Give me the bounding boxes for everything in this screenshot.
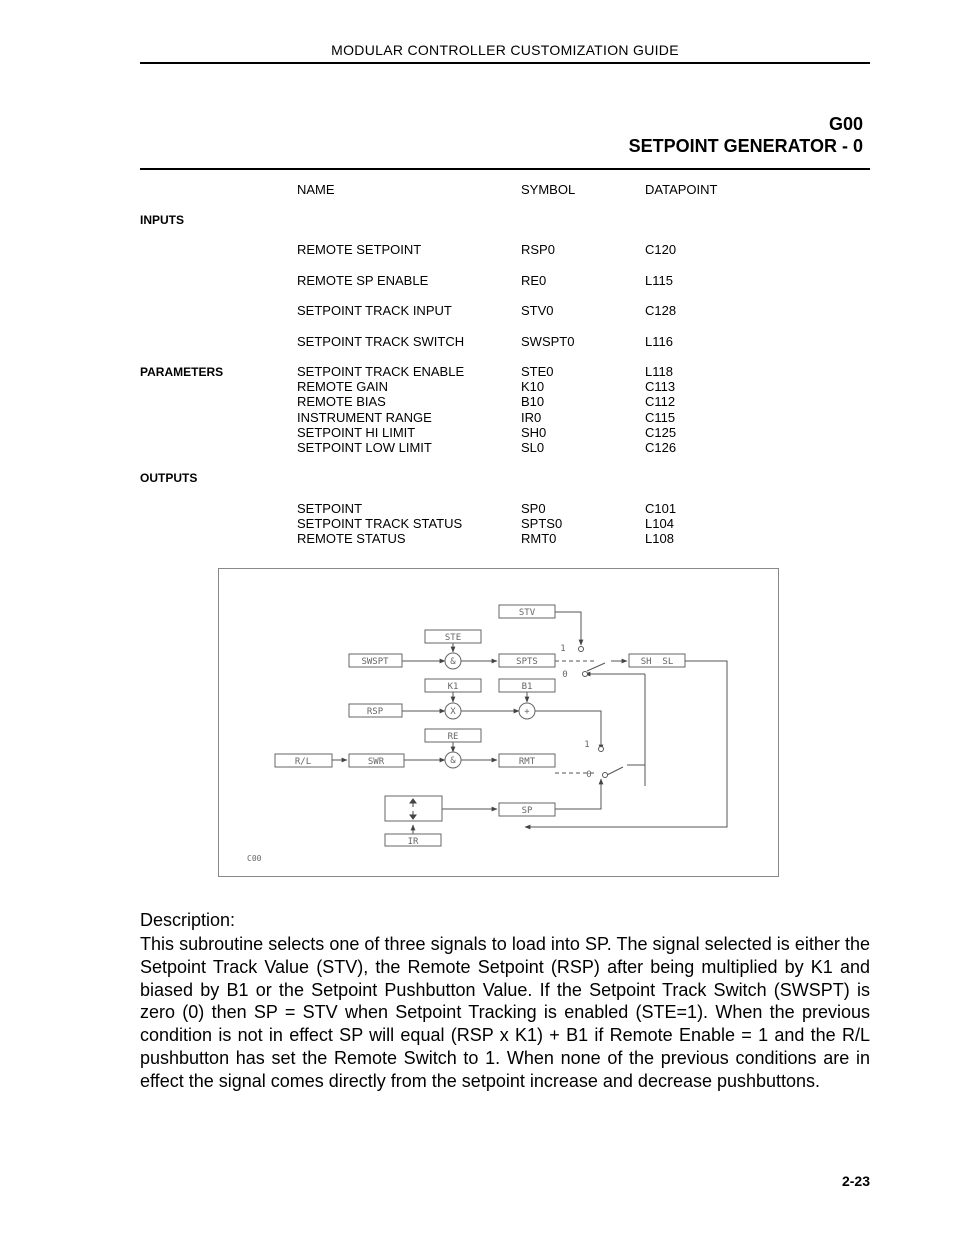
table-cell-name: INSTRUMENT RANGE — [297, 410, 432, 425]
table-cell-name: REMOTE BIAS — [297, 394, 386, 409]
label-b1: B1 — [521, 682, 533, 692]
table-cell-symbol: B10 — [521, 394, 545, 409]
section-label-parameters: PARAMETERS — [140, 365, 224, 379]
label-rmt: RMT — [518, 757, 536, 767]
label-op-and-2: & — [450, 756, 456, 766]
table-cell-symbol: IR0 — [521, 410, 542, 425]
switch2-label-1: 1 — [584, 740, 590, 750]
table-cell-datapoint: C120 — [645, 242, 677, 257]
table-cell-symbol: RMT0 — [521, 531, 557, 546]
switch-arm-2 — [607, 767, 623, 775]
label-re: RE — [447, 732, 459, 742]
table-cell-symbol: SP0 — [521, 501, 546, 516]
table-cell-name: REMOTE STATUS — [297, 531, 406, 546]
table-cell-datapoint: C101 — [645, 501, 677, 516]
label-rl: R/L — [294, 757, 312, 767]
title-rule — [140, 168, 870, 170]
label-sp: SP — [521, 806, 533, 816]
label-k1: K1 — [447, 682, 459, 692]
block-diagram — [218, 568, 779, 877]
table-cell-symbol: STV0 — [521, 303, 554, 318]
table-cell-datapoint: C128 — [645, 303, 677, 318]
table-cell-symbol: RSP0 — [521, 242, 555, 257]
wire-sp-switch2 — [555, 779, 601, 809]
figure-id: C00 — [247, 854, 262, 863]
table-cell-symbol: SPTS0 — [521, 516, 563, 531]
label-op-mul: X — [450, 707, 456, 717]
column-header-name: NAME — [297, 182, 335, 197]
table-cell-name: SETPOINT TRACK STATUS — [297, 516, 463, 531]
table-cell-symbol: SWSPT0 — [521, 334, 575, 349]
table-cell-name: SETPOINT TRACK SWITCH — [297, 334, 465, 349]
table-cell-symbol: K10 — [521, 379, 545, 394]
switch1-label-1: 1 — [560, 644, 566, 654]
table-cell-datapoint: L118 — [645, 364, 673, 379]
header-rule — [140, 62, 870, 64]
label-swspt: SWSPT — [361, 657, 389, 667]
switch1-contact-0 — [583, 672, 588, 677]
table-cell-name: REMOTE SP ENABLE — [297, 273, 429, 288]
table-cell-datapoint: L116 — [645, 334, 673, 349]
table-cell-symbol: SH0 — [521, 425, 547, 440]
table-cell-name: SETPOINT TRACK ENABLE — [297, 364, 465, 379]
table-cell-datapoint: C126 — [645, 440, 677, 455]
running-header: MODULAR CONTROLLER CUSTOMIZATION GUIDE — [331, 42, 679, 58]
switch1-label-0: 0 — [562, 670, 568, 680]
section-label-inputs: INPUTS — [140, 213, 185, 227]
page-number: 2-23 — [841, 1173, 870, 1189]
switch2-label-0: 0 — [586, 770, 592, 780]
table-cell-datapoint: L108 — [645, 531, 674, 546]
table-cell-datapoint: C112 — [645, 394, 676, 409]
label-rsp: RSP — [366, 707, 384, 717]
table-cell-name: SETPOINT LOW LIMIT — [297, 440, 432, 455]
table-cell-name: REMOTE SETPOINT — [297, 242, 422, 257]
label-ste: STE — [444, 633, 462, 643]
column-header-datapoint: DATAPOINT — [645, 182, 718, 197]
table-cell-name: SETPOINT — [297, 501, 363, 516]
wire-add-switch2 — [535, 711, 601, 750]
label-spts: SPTS — [516, 657, 538, 667]
label-stv: STV — [518, 608, 536, 618]
description-body: This subroutine selects one of three signals to load into SP. The signal selected is either the Setpoint Track Value (STV), the Remote Setpoint (RSP) after being multiplied by K1 and biased by B1 or the Setpoint Pushbutton Value. If the Setpoint Track Switch (SWSPT) is zero (0) then SP = STV when Setpoint Tracking is enabled (STE=1). When the previous condition is not in effect SP will equal (RSP x K1) + B1 if Remote Enable = 1 and the R/L pushbutton has set the Remote Switch to 1. When none of the previous conditions are in effect the signal comes directly from the setpoint increase and decrease pushbuttons. — [140, 934, 870, 1091]
table-cell-name: SETPOINT HI LIMIT — [297, 425, 416, 440]
table-cell-datapoint: C115 — [645, 410, 676, 425]
column-header-symbol: SYMBOL — [521, 182, 576, 197]
section-code: G00 — [828, 114, 863, 134]
table-cell-symbol: RE0 — [521, 273, 547, 288]
table-cell-symbol: SL0 — [521, 440, 545, 455]
switch1-contact-1 — [579, 647, 584, 652]
section-title: SETPOINT GENERATOR - 0 — [628, 136, 863, 156]
section-label-outputs: OUTPUTS — [140, 471, 198, 485]
table-cell-datapoint: L115 — [645, 273, 673, 288]
table-cell-datapoint: L104 — [645, 516, 674, 531]
description-heading: Description: — [140, 910, 236, 930]
label-shsl: SH SL — [640, 657, 674, 667]
label-ir: IR — [407, 837, 419, 847]
table-cell-datapoint: C125 — [645, 425, 677, 440]
label-op-add: + — [524, 707, 530, 717]
switch-arm-1 — [587, 663, 605, 671]
label-swr: SWR — [367, 757, 385, 767]
table-cell-symbol: STE0 — [521, 364, 554, 379]
label-op-and-1: & — [450, 657, 456, 667]
wire-remote-to-switch1 — [585, 674, 645, 786]
switch2-contact-1 — [599, 747, 604, 752]
table-cell-datapoint: C113 — [645, 379, 676, 394]
table-cell-name: REMOTE GAIN — [297, 379, 389, 394]
switch2-contact-0 — [603, 773, 608, 778]
wire-stv — [555, 612, 581, 645]
diagram-svg — [219, 569, 778, 876]
table-cell-name: SETPOINT TRACK INPUT — [297, 303, 452, 318]
